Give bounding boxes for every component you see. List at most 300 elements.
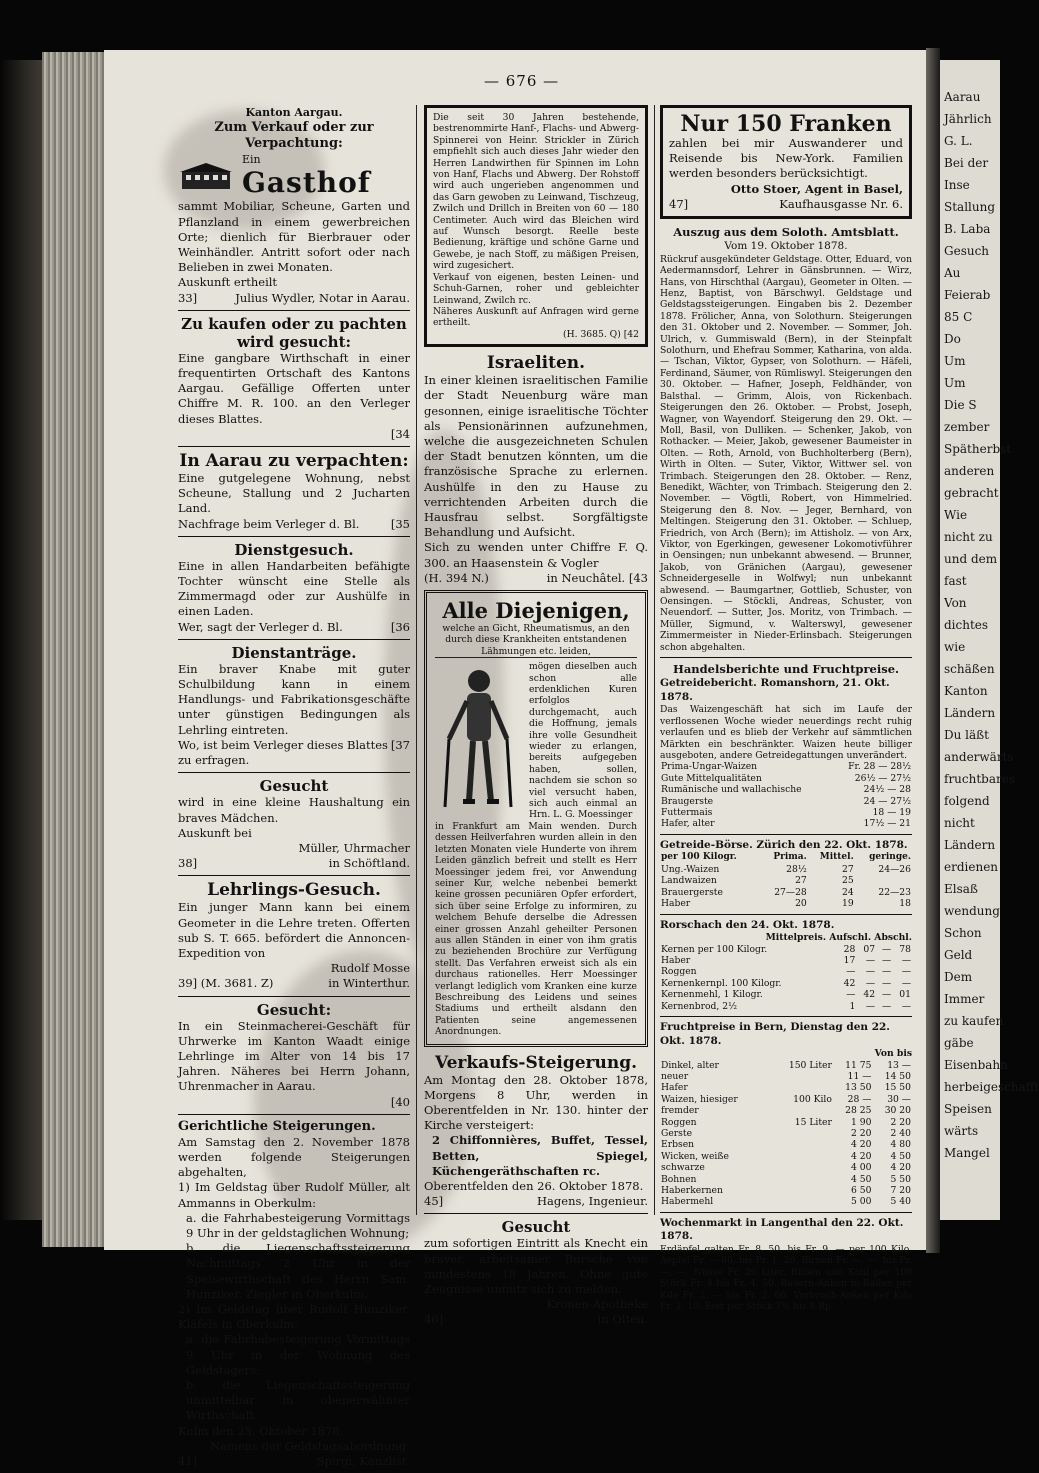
section-body: Erdäpfel galten Fr. 8. 50. bis Fr. 9. — per 100 Kilo. Aepfel Fr. — 80. bis Fr. 1. 20. Birnen Fr. —. —. bis Fr. —. —. Nüsse Fr. 20 Liter. Rüben und Kohl per 100 Stück Fr. 4 bis Fr. 4. 50. Bauern-Anken in Ballen per Kilo Fr. 2. — bis Fr. 2. 60. Vorbruch-Anken per Kilo Fr. 2. 10. Eier per Stück 7½ bis 8 Rp. [660,1244,912,1313]
right-page-text: nicht zu [944,530,993,544]
table-cell [770,1185,833,1196]
ad-number: [37 [390,737,410,752]
table-cell: Bohnen [661,1173,697,1185]
ad-title: Dienstgesuch. [234,540,354,559]
right-page-fragment [940,60,1039,1220]
table-cell: 5 40 [890,1196,911,1208]
ad-title: Gerichtliche Steigerungen. [178,1118,376,1134]
ad-number: [34 [390,426,410,441]
right-page-text: erdienen [944,860,999,874]
ad-body: Ein braver Knabe mit guter Schulbildung kann in einem Handlungs- und Fabrikationsgeschäfte unter günstigen Bedingungen als Lehrling eintreten. [178,661,410,737]
table-cell: — [846,989,856,1001]
ad-separator [178,772,410,773]
ad-body: wird in eine kleine Haushaltung ein braves Mädchen. [178,795,410,825]
right-page-text: Au [944,266,961,280]
table-row [660,1082,912,1093]
ad-org: Namens der Geldstagsabordnung: [209,1438,410,1453]
ad-number: 46] [424,1312,444,1327]
section-getreideboerse [660,839,912,910]
table-row [660,1196,912,1207]
ad-body: zum sofortigen Eintritt als Knecht ein braver, arbeitsamer Bursche von mindestens 18 Jahren. Ohne gute Zeugnisse unnütz sich zu melden. [424,1236,648,1297]
table-cell: Kernen per 100 Kilogr. [661,943,768,955]
table-cell: Hafer [661,1082,688,1094]
table-cell: 27 [795,875,807,887]
ad-items: 2 Chiffonnières, Buffet, Tessel, Betten, Spiegel, Küchengeräthschaften rc. [432,1133,648,1178]
ad-signer: Spirgi, Kanzlist. [316,1454,410,1469]
table-cell: 28 — [847,1093,872,1105]
table-cell: Fr. 28 — 28½ [848,761,911,773]
ad-signer: Rudolf Mosse [330,961,410,976]
ad-auswanderer [660,105,912,219]
section-body: Rückruf ausgekündeter Geldstage. Otter, Eduard, von Aedermannsdorf, Lehrer in Gänsbrunnen. — Wirz, Hans, von Hirschthal (Aargau), Geometer in Olten. — Henz, Baptist, von Bärschwyl. Geldstage und Geldstagssteigerungen. Eingaben bis 2. Dezember 1878. Frölicher, Anna, von Solothurn. Steigerungen den 31. Oktober und 2. November. — Sommer, Joh. Ulrich, v. Gummiswald (Bern), in der Steinpfalt Solothurn, und Ehefrau Sommer, Katharina, von alda. — Tschan, Viktor, Gypser, von Solothurn. — Häfeli, Ferdinand, Säumer, von Rümliswyl. Steigerungen den 30. Oktober. — Hafner, Joseph, Feldhänder, von Balsthal. — Grimm, Alois, von Rickenbach. Steigerungen den 26. Oktober. — Probst, Joseph, Wagner, von Wayendorf. Steigerung den 29. Okt. — Moll, Basil, von Dulliken. — Schenker, Jakob, von Rothacker. — Meier, Jakob, gewesener Baumeister in Olten. — Roth, Arnold, von Buchholterberg (Bern), Wirth in Olten. — Suter, Viktor, Wittwer sel. von Trimbach. Steigerungen den 28. Oktober. — Renz, Benedikt, Wächter, von Trimbach. Steigerung den 2. November. — Vögtli, Robert, von Himmelried. Steigerung den 8. Nov. — Jeger, Bernhard, von Meltingen. Steigerung den 31. Oktober. — Schluep, Friedrich, von Arch (Bern); im Attisholz. — von Arx, Viktor, von Egerkingen, gewesener Lokomotivführer in Oensingen; nun unbekannt abwesend. — Brunner, Jakob, von Gränichen (Aargau), gewesener Schneidergeselle in Wolfwyl; nun unbekannt abwesend. — Baumgartner, Gottlieb, Schuster, von Oensingen. — Stöckli, Andreas, Schuster, von Neuendorf. — Sutter, Jos. Moritz, von Trimbach. — Müller, Sigmund, v. Walterswyl, gewesener Zimmermeister in Nieder-Erlinsbach. Steigerungen schon abgehalten. [660,253,912,653]
table-cell: 2 40 [890,1127,911,1139]
table-header-row [660,852,912,863]
table-row [660,1185,912,1196]
ad-gesucht-knecht [424,1218,648,1327]
table-cell: Braugerste [661,795,714,807]
section-rorschach [660,919,912,1012]
table-row [660,1128,912,1139]
ad-dienstgesuch [178,541,410,635]
section-date: Vom 19. Oktober 1878. [724,240,848,253]
table-cell: — [865,1000,876,1012]
right-page-text: Mangel [944,1146,990,1160]
ad-item: 1) Im Geldstag über Rudolf Müller, alt Ammanns in Oberkulm: [178,1180,410,1210]
ad-body: In ein Steinmacherei-Geschäft für Uhrwerke im Kanton Waadt einige Lehrlinge im Alter von 14 bis 17 Jahren. Näheres bei Herrn Johann, Uhrenmacher in Aarau. [178,1018,410,1094]
ad-headline: Zum Verkauf oder zur Verpachtung: [214,120,374,152]
page-number: — 676 — [484,72,560,90]
section-handelsberichte [660,662,912,830]
table-cell: 4 20 [890,1162,911,1174]
table-cell: Kernenmehl, 1 Kilogr. [661,989,763,1001]
ad-number: 38] [178,856,198,871]
table-row [660,784,912,795]
table-header-cell: Mittel. [819,852,854,863]
table-cell: 1 90 [850,1116,872,1128]
table-cell: 07 [863,943,876,955]
table-cell: 78 [899,943,911,955]
right-page-text: Wie [944,508,968,522]
ad-title: Israeliten. [486,353,586,374]
table-cell: Haberkernen [661,1185,723,1197]
table-cell [855,875,912,886]
table-cell: 150 Liter [788,1059,832,1071]
table-cell: — [882,977,892,989]
table-row [660,887,912,898]
ad-place: in Neuchâtel. [43 [546,570,648,585]
table-cell [770,1082,833,1093]
table-cell: 15 50 [884,1082,911,1094]
newspaper-page [104,50,926,1469]
right-page-text: und dem [944,552,998,566]
ad-verpachten [178,451,410,532]
table-cell [770,1162,833,1173]
ad-place: in Schöftland. [328,856,410,871]
ad-footer: Nachfrage beim Verleger d. Bl. [178,516,360,531]
right-page-text: Jährlich [944,112,992,126]
section-separator [660,914,912,915]
table-cell: 24½ — 28 [863,784,911,796]
ad-address: Kaufhausgasse Nr. 6. [779,196,903,211]
ad-number: 39] (M. 3681. Z) [178,976,274,991]
ad-wirthschaft [178,315,410,442]
ad-date: Oberentfelden den 26. Oktober 1878. [424,1179,644,1194]
ad-kicker: Kanton Aargau. [245,106,343,119]
ad-separator [178,875,410,876]
table-cell: 14 50 [884,1070,911,1082]
ad-title: Verkaufs-Steigerung. [434,1052,638,1073]
ad-number: [36 [390,619,410,634]
right-page-text: Inse [944,178,970,192]
right-page-text: Du läßt [944,728,989,742]
table-cell: Roggen [661,966,697,978]
ad-dienstantraege [178,644,410,768]
section-title: Fruchtpreise in Bern, Dienstag den 22. Okt. 1878. [660,1020,890,1047]
table-cell [770,1071,833,1082]
ad-gasthof [178,105,410,306]
table-cell: 20 [795,898,807,910]
table-cell: 19 [842,898,854,910]
table-cell: Hafer, alter [661,818,715,830]
ad-body: zahlen bei mir Auswanderer und Reisende bis New-York. Familien werden besonders berücksichtigt. [669,136,903,181]
table-cell: 30 — [887,1093,911,1105]
table-row [660,818,912,829]
table-cell: 5 00 [850,1196,872,1208]
table-cell [770,1128,833,1139]
right-page-text: Feierab [944,288,991,302]
section-fruchtpreise-bern [660,1021,912,1208]
table-cell: Dinkel, alter [661,1059,719,1071]
table-cell: — [882,989,892,1001]
ad-ein: Ein [242,153,261,167]
table-cell: Roggen [661,1116,697,1128]
table-cell: Erbsen [661,1139,695,1151]
table-cell: Wicken, weiße [661,1150,729,1162]
table-cell: — [882,954,892,966]
ad-title: Zu kaufen oder zu pachten wird gesucht: [181,314,407,351]
ad-title: Dienstanträge. [231,643,357,662]
ad-body: in Frankfurt am Main wenden. Durch dessen Heilverfahren wurden allein in den letzten Monaten viele Hunderte von ihrem Leiden gänzlich befreit und stellt es Herr Moessinger jedem frei, vor Anwendung seiner Kur, welche nebenbei bemerkt keine grossen pecuniären Opfer erfordert, sich über seine Erfolge zu informiren, zu welchem Behufe derselbe die Adressen einer grossen Anzahl geheilter Personen aus allen Ständen in einer von ihm gratis zu beziehenden Brochüre zur Verfügung stellt. Das Verfahren erweist sich als ein durchaus rationelles. Herr Moessinger verlangt lediglich vom Kranken eine kurze Beschreibung des Leidens und seines Stadiums und ertheilt alsdann den Patienten seine angemessenen Anordnungen. [435,820,637,1038]
price-table-bern [660,1060,912,1208]
section-separator [660,657,912,658]
table-cell: 15 Liter [794,1116,832,1128]
ad-reference: (H. 3685. Q) [42 [563,328,639,340]
table-row [660,796,912,807]
section-title: Handelsberichte und Fruchtpreise. [672,662,900,677]
table-row [660,1139,912,1150]
ad-place: in Olten. [597,1312,648,1327]
table-row [660,864,912,875]
section-subtitle: Getreidebericht. Romanshorn, 21. Okt. 1878. [660,677,890,703]
right-page-text: Speisen [944,1102,992,1116]
table-cell: 11 — [847,1070,872,1082]
table-cell: Kernenbrod, 2½ [661,1000,737,1012]
section-title: Wochenmarkt in Langenthal den 22. Okt. 1878. [660,1216,904,1243]
ad-title: Gesucht [259,777,329,796]
table-row [660,1162,912,1173]
table-cell: 22—23 [878,886,911,898]
ad-title: Nur 150 Franken [680,111,892,137]
ad-number: [35 [390,516,410,531]
ad-body: Näheres Auskunft auf Anfragen wird gerne ertheilt. [433,305,639,329]
right-page-text: Ländern [944,838,996,852]
ad-separator [178,996,410,997]
column-middle [424,105,648,1332]
table-row [660,807,912,818]
section-separator [660,834,912,835]
section-langenthal [660,1217,912,1313]
ad-footer: Wo, ist beim Verleger dieses Blattes zu erfragen. [178,737,388,768]
table-cell: Ung.-Waizen [661,863,720,875]
ad-contact: Sich zu wenden unter Chiffre F. Q. 300. an Haasenstein & Vogler [424,540,648,570]
ad-title: Gesucht: [256,1000,332,1019]
table-cell: Haber [661,954,691,966]
right-page-text: Aarau [944,90,981,104]
table-row [660,989,912,1000]
right-page-text: Die S [944,398,977,412]
ad-item: b. die Liegenschaftssteigerung unmittelbar in obenerwähnter Wirthschaft. [186,1378,410,1423]
ad-title: Gesucht [501,1218,571,1237]
table-cell: 01 [899,989,911,1001]
ad-info: Auskunft ertheilt [178,275,278,290]
table-cell [770,1174,833,1185]
page-stack-edge [42,52,104,1247]
table-cell: 24—26 [878,863,911,875]
ad-number: 41] [178,1454,198,1469]
table-cell: 18 — 19 [872,807,911,819]
column-left [178,105,410,1473]
ad-signer: Müller, Uhrmacher [298,840,410,855]
table-cell: Gute Mittelqualitäten [661,772,762,784]
table-cell: 11 75 [845,1059,872,1071]
right-page-text: folgend [944,794,990,808]
table-cell: Landwaizen [661,875,717,887]
price-table-romanshorn [660,761,912,829]
ad-side-text: mögen dieselben auch schon alle erdenklichen Kuren erfolglos durchgemacht, auch die Hoffnung, jemals ihre volle Gesundheit wieder zu erlangen, bereits aufgegeben haben, sollen, nachdem sie schon so viel versucht haben, sich auch einmal an Hrn. L. G. Moessinger [529,661,637,821]
table-cell: 5 50 [890,1173,911,1185]
right-page-text: Gesuch [944,244,990,258]
table-row [660,978,912,989]
ad-item: a. die Fahrhabesteigerung Vormittags 9 Uhr in der geldstaglichen Wohnung; [186,1210,410,1240]
table-row [660,966,912,977]
table-cell: — [865,966,876,978]
table-cell: 4 00 [850,1162,872,1174]
ad-lead: welche an Gicht, Rheumatismus, an den durch diese Krankheiten entstandenen Lähmungen etc. leiden, [435,623,637,658]
table-row [660,955,912,966]
column-rule [654,105,655,1215]
table-cell: 4 20 [850,1150,872,1162]
table-cell: — [901,954,911,966]
table-cell: Habermehl [661,1196,714,1208]
ad-signer: Julius Wydler, Notar in Aarau. [235,290,410,305]
table-cell: 100 Kilo [793,1093,832,1105]
right-page-text: Spätherbst [944,442,1012,456]
table-row [660,875,912,886]
table-cell: — [882,1000,892,1012]
table-cell: 28 [843,943,856,955]
right-page-text: herbeigeschafft [944,1080,1039,1094]
table-row [660,773,912,784]
right-page-text: Um [944,376,966,390]
ad-number: 45] [424,1194,444,1209]
right-page-text: 85 C [944,310,973,324]
ad-body: Verkauf von eigenen, besten Leinen- und Schuh-Garnen, roher und gebleichter Leinwand, Zwilch rc. [433,271,639,306]
ad-intro: Am Samstag den 2. November 1878 werden folgende Steigerungen abgehalten, [178,1134,410,1180]
table-cell: — [901,977,911,989]
table-header-cell: geringe. [869,852,911,863]
table-cell: 7 20 [890,1185,911,1197]
ad-item: a. die Fahrhabesteigerung Vormittags 9 Uhr in der Wohnung des Geldstagers; [186,1332,410,1377]
right-page-text: Geld [944,948,973,962]
table-cell: 28½ [786,863,807,875]
ad-body: In einer kleinen israelitischen Familie der Stadt Neuenburg wäre man gesonnen, einige israelitische Töchter als Pensionärinnen aufzunehmen, welche die ausgezeichneten Schulen der Stadt benutzen könnten, um die französische Sprache zu erlernen. Aushülfe in den zu Hause zu verrichtenden Arbeiten durch die Hausfrau selbst. Sorgfältigste Behandlung und Aufsicht. [424,373,648,540]
column-right [660,105,912,1316]
table-row [660,1071,912,1082]
ad-separator [178,639,410,640]
table-cell [770,1151,833,1162]
table-cell: Futtermais [661,807,713,819]
table-cell: 25 [842,875,854,887]
ad-number: 33] [178,290,198,305]
table-cell: Brauergerste [661,886,723,898]
ad-body: Eine in allen Handarbeiten befähigte Tochter wünscht eine Stelle als Zimmermagd oder zur Aushülfe in einen Laden. [178,558,410,619]
ad-body: Eine gangbare Wirthschaft in einer frequentirten Ortschaft des Kantons Aargau. Gefällige Offerten unter Chiffre M. R. 100. an den Verleger dieses Blattes. [178,350,410,426]
patient-figure-illustration [435,661,523,811]
section-amtsblatt [660,225,912,653]
table-cell: — [901,966,911,978]
section-title: Auszug aus dem Soloth. Amtsblatt. [673,225,899,240]
table-cell: 28 25 [845,1105,872,1117]
right-page-text: wendung [944,904,1000,918]
table-cell: Haber [661,898,691,910]
ad-place: in Winterthur. [328,976,410,991]
ad-separator [178,536,410,537]
table-row [660,1060,912,1071]
table-cell: Rumänische und wallachische [661,784,802,796]
ad-gerichtliche-steigerungen [178,1119,410,1469]
table-cell: fremder [661,1105,699,1117]
table-cell: 4 50 [890,1150,911,1162]
right-page-text: Dem [944,970,973,984]
table-header: Von bis [874,1048,912,1060]
table-cell: 4 50 [850,1173,872,1185]
table-cell: Gerste [661,1127,693,1139]
ad-title: Gasthof [242,166,371,200]
ad-spinnerei [424,105,648,347]
section-title: Rorschach den 24. Okt. 1878. [660,918,835,931]
table-cell: 24 — 27½ [863,795,911,807]
ad-body: Am Montag den 28. Oktober 1878, Morgens 8 Uhr, werden in Oberentfelden in Nr. 130. hinter der Kirche versteigert: [424,1072,648,1133]
right-page-text: G. L. [944,134,973,148]
ad-body: Ein junger Mann kann bei einem Geometer in die Lehre treten. Offerten sub S. T. 665. befördert die Annoncen-Expedition von [178,900,410,960]
table-header-cell: Prima. [773,852,807,863]
table-cell: — [882,966,892,978]
right-page-text: Do [944,332,961,346]
book-cover-edge [0,60,42,1220]
ad-number: [40 [390,1094,410,1109]
table-row [660,1117,912,1128]
ad-footer: Wer, sagt der Verleger d. Bl. [178,619,343,634]
right-page-text: gäbe [944,1036,974,1050]
ad-item: b. die Liegenschaftssteigerung Nachmittags 2 Uhr in der Speisewirthschaft des Herrn Sam. Hunziker, Ziegler in Oberkulm. [186,1241,410,1301]
table-cell: 13 — [887,1059,911,1071]
ad-body: sammt Mobiliar, Scheune, Garten und Pflanzland in einem gewerbreichen Orte; dienlich für Bierbrauer oder Weinhändler. Antritt sofort oder nach Belieben in zwei Monaten. [178,199,410,275]
table-cell: 2 20 [850,1127,872,1139]
ad-gesucht-maedchen [178,777,410,871]
table-row [660,1001,912,1012]
table-cell: Waizen, hiesiger [661,1093,738,1105]
table-cell: neuer [661,1070,689,1082]
price-table-rorschach [660,944,912,1012]
right-page-text: schäßen [944,662,995,676]
right-page-text: wie [944,640,966,654]
ad-body: Eine gutgelegene Wohnung, nebst Scheune, Stallung und 2 Jucharten Land. [178,471,410,516]
right-page-text: Bei der [944,156,989,170]
ad-gicht-rheumatismus [424,590,648,1047]
ad-signer: Kronen-Apotheke [546,1297,648,1312]
ad-separator [178,446,410,447]
book-gutter [926,48,940,1253]
section-title: Getreide-Börse. Zürich den 22. Okt. 1878. [660,838,908,851]
right-page-text: fast [944,574,967,588]
table-cell: 1 [849,1000,856,1012]
column-rule [416,105,417,1215]
ad-verkaufs-steigerung [424,1053,648,1210]
table-row [660,1105,912,1116]
ad-title: Alle Diejenigen, [442,597,630,623]
table-cell: 42 [843,977,856,989]
ad-reference: (H. 394 N.) [424,570,489,585]
right-page-text: zember [944,420,990,434]
right-page-text: anderwärts [944,750,1014,764]
right-page-text: wärts [944,1124,979,1138]
ad-separator [178,310,410,311]
table-cell [770,1105,833,1116]
ad-info: Auskunft bei [178,825,252,840]
ad-separator [424,1213,648,1214]
right-page-text: Ländern [944,706,996,720]
price-table-zuerich [660,852,912,909]
table-cell: 4 20 [850,1139,872,1151]
right-page-text: gebracht [944,486,999,500]
ad-signer: Otto Stoer, Agent in Basel, [730,181,903,196]
table-cell: 27 [842,863,854,875]
table-row [660,1151,912,1162]
right-page-text: Um [944,354,966,368]
section-separator [660,1212,912,1213]
table-cell: — [882,943,892,955]
ad-signer: Hagens, Ingenieur. [537,1194,648,1209]
right-page-text: B. Laba [944,222,991,236]
table-cell: 27—28 [774,886,807,898]
table-cell: 17 [843,954,856,966]
table-header-cell: per 100 Kilogr. [661,852,737,863]
table-cell: schwarze [661,1162,705,1174]
right-page-text: fruchtbares [944,772,1016,786]
right-page-text: Eisenbahn [944,1058,1008,1072]
right-page-text: anderen [944,464,995,478]
ad-gesucht-lehrlinge [178,1001,410,1110]
table-row [660,1174,912,1185]
table-cell: — [865,954,876,966]
right-page-text: Schon [944,926,982,940]
table-header: Mittelpreis. Aufschl. Abschl. [765,932,912,944]
table-cell: 2 20 [890,1116,911,1128]
ad-number: 47] [669,196,689,211]
ad-separator [178,1114,410,1115]
table-row [660,944,912,955]
right-page-text: Von [944,596,967,610]
